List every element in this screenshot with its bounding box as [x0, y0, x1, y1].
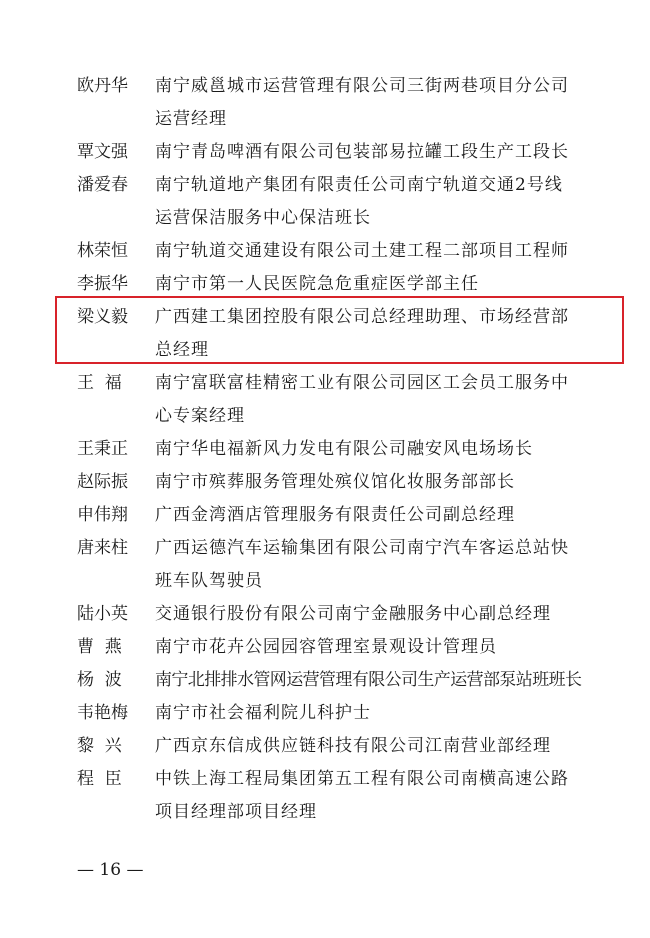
job-title	[155, 235, 597, 268]
job-title-line: 南宁华电福新风力发电有限公司融安风电场场长	[155, 439, 533, 459]
person-name: 梁义毅	[77, 307, 128, 327]
person-name: 覃文强	[77, 142, 128, 162]
job-title	[155, 664, 597, 697]
list-item	[77, 598, 597, 631]
job-title	[155, 466, 597, 499]
job-title-line: 交通银行股份有限公司南宁金融服务中心副总经理	[155, 604, 551, 624]
person-name: 李振华	[77, 274, 128, 294]
job-title-line: 南宁威邕城市运营管理有限公司三街两巷项目分公司	[155, 76, 569, 96]
list-item	[77, 136, 597, 169]
job-title-line: 南宁市花卉公园园容管理室景观设计管理员	[155, 637, 497, 657]
list-item	[77, 499, 597, 532]
job-title	[155, 169, 597, 235]
person-name: 唐来柱	[77, 538, 128, 558]
job-title	[155, 598, 597, 631]
job-title	[155, 136, 597, 169]
awardee-list	[77, 70, 597, 829]
person-name: 韦艳梅	[77, 703, 128, 723]
job-title	[155, 70, 597, 136]
job-title-line: 心专案经理	[155, 406, 245, 426]
job-title	[155, 763, 597, 829]
job-title	[155, 433, 597, 466]
job-title-line: 南宁市殡葬服务管理处殡仪馆化妆服务部部长	[155, 472, 515, 492]
list-item	[77, 763, 597, 829]
job-title-line: 广西金湾酒店管理服务有限责任公司副总经理	[155, 505, 515, 525]
person-name: 黎 兴	[77, 736, 122, 756]
list-item	[77, 169, 597, 235]
highlight-box	[55, 296, 624, 364]
person-name: 杨 波	[77, 670, 122, 690]
list-item	[77, 70, 597, 136]
list-item	[77, 466, 597, 499]
job-title-line: 广西运德汽车运输集团有限公司南宁汽车客运总站快	[155, 538, 569, 558]
person-name: 欧丹华	[77, 76, 128, 96]
job-title-line: 南宁北排排水管网运营管理有限公司生产运营部泵站班班长	[155, 670, 582, 690]
job-title-line: 广西京东信成供应链科技有限公司江南营业部经理	[155, 736, 551, 756]
job-title-line: 南宁富联富桂精密工业有限公司园区工会员工服务中	[155, 373, 569, 393]
person-name: 陆小英	[77, 604, 128, 624]
page-number: — 16 —	[77, 860, 144, 880]
person-name: 潘爱春	[77, 175, 128, 195]
list-item	[77, 664, 597, 697]
job-title-line: 广西建工集团控股有限公司总经理助理、市场经营部	[155, 307, 569, 327]
list-item	[77, 433, 597, 466]
job-title-line: 南宁市第一人民医院急危重症医学部主任	[155, 274, 479, 294]
job-title	[155, 499, 597, 532]
person-name: 王秉正	[77, 439, 128, 459]
person-name: 王 福	[77, 373, 122, 393]
list-item	[77, 235, 597, 268]
job-title	[155, 730, 597, 763]
job-title-line: 运营保洁服务中心保洁班长	[155, 208, 371, 228]
list-item	[77, 367, 597, 433]
person-name: 林荣恒	[77, 241, 128, 261]
job-title	[155, 367, 597, 433]
job-title-line: 中铁上海工程局集团第五工程有限公司南横高速公路	[155, 769, 569, 789]
job-title	[155, 631, 597, 664]
job-title-line: 南宁青岛啤酒有限公司包装部易拉罐工段生产工段长	[155, 142, 569, 162]
person-name: 程 臣	[77, 769, 122, 789]
job-title-line: 南宁市社会福利院儿科护士	[155, 703, 371, 723]
person-name: 赵际振	[77, 472, 128, 492]
person-name: 申伟翔	[77, 505, 128, 525]
job-title-line: 运营经理	[155, 109, 227, 129]
job-title-line: 项目经理部项目经理	[155, 802, 317, 822]
job-title-line: 南宁轨道交通建设有限公司土建工程二部项目工程师	[155, 241, 569, 261]
job-title-line: 南宁轨道地产集团有限责任公司南宁轨道交通2号线	[155, 175, 563, 195]
list-item	[77, 697, 597, 730]
list-item	[77, 631, 597, 664]
job-title-line: 班车队驾驶员	[155, 571, 263, 591]
list-item	[77, 730, 597, 763]
job-title	[155, 532, 597, 598]
job-title	[155, 697, 597, 730]
job-title-line: 总经理	[155, 340, 209, 360]
list-item	[77, 532, 597, 598]
person-name: 曹 燕	[77, 637, 122, 657]
